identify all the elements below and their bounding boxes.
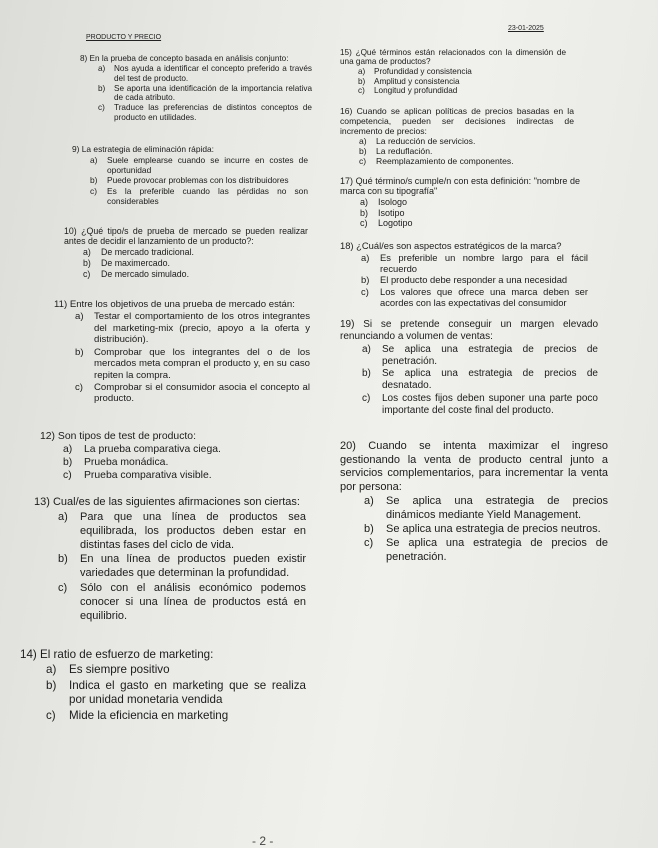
- option-text: Profundidad y consistencia: [374, 66, 472, 76]
- option-text: Es la preferible cuando las pérdidas no son considerables: [107, 185, 308, 206]
- option-letter: b): [362, 368, 371, 380]
- option-letter: b): [63, 457, 73, 469]
- option-text: Longitud y profundidad: [374, 86, 458, 96]
- answer-option: [80, 84, 312, 103]
- answer-option: [340, 208, 580, 218]
- option-letter: b): [360, 207, 369, 218]
- answer-option: [340, 537, 608, 564]
- answer-option: [40, 457, 306, 470]
- answer-option: [72, 175, 308, 185]
- answer-option: [64, 269, 308, 279]
- header-subject: PRODUCTO Y PRECIO: [86, 34, 162, 41]
- option-letter: c): [90, 185, 97, 196]
- question: [340, 107, 574, 167]
- option-letter: c): [98, 103, 105, 113]
- question: [34, 495, 306, 623]
- option-letter: b): [83, 258, 91, 269]
- question-text: 14) El ratio de esfuerzo de marketing:: [20, 648, 214, 661]
- answer-option: [34, 510, 306, 552]
- option-text: Se aporta una identificación de la importancia relativa de cada atributo.: [114, 83, 312, 103]
- option-letter: b): [90, 175, 98, 185]
- question: [340, 440, 608, 564]
- option-text: Se aplica una estrategia de precios neutros.: [386, 522, 601, 535]
- option-letter: b): [46, 678, 57, 692]
- question: [340, 319, 598, 417]
- option-letter: a): [364, 495, 374, 508]
- answer-option: [72, 186, 308, 206]
- answer-option: [340, 368, 598, 392]
- option-text: De mercado tradicional.: [101, 247, 194, 258]
- option-text: Puede provocar problemas con los distribuidores: [107, 175, 289, 185]
- option-text: Se aplica una estrategia de precios de penetración.: [386, 537, 608, 563]
- option-letter: b): [359, 146, 367, 157]
- answer-option: [340, 495, 608, 522]
- option-text: La prueba comparativa ciega.: [84, 444, 221, 456]
- option-letter: c): [358, 86, 365, 96]
- answer-option: [340, 218, 580, 228]
- question: [72, 144, 308, 206]
- answer-option: [54, 382, 310, 405]
- header-date: 23-01-2025: [508, 25, 544, 32]
- question-text: 9) La estrategia de eliminación rápida:: [72, 144, 214, 154]
- question: [54, 299, 310, 405]
- option-text: Testar el comportamiento de los otros integrantes del marketing-mix (precio, apoyo a la oferta y distribución).: [94, 311, 310, 346]
- option-letter: a): [358, 66, 366, 76]
- option-letter: c): [83, 269, 91, 280]
- option-letter: c): [46, 708, 56, 722]
- question-text: 16) Cuando se aplican políticas de precios basadas en la competencia, pueden ser decisiones indirectas de incremento de precios:: [340, 106, 574, 136]
- question: [340, 176, 580, 229]
- answer-option: [54, 311, 310, 346]
- question: [64, 226, 308, 280]
- option-letter: a): [361, 251, 370, 263]
- option-letter: a): [362, 343, 371, 355]
- option-letter: a): [63, 444, 73, 456]
- option-letter: c): [361, 285, 369, 297]
- question-text: 17) Qué término/s cumple/n con esta definición: "nombre de marca con su tipografía": [340, 176, 580, 197]
- option-letter: b): [98, 83, 106, 93]
- option-text: Comprobar si el consumidor asocia el concepto al producto.: [94, 381, 310, 405]
- option-text: Es preferible un nombre largo para el fácil recuerdo: [380, 251, 588, 274]
- option-text: Suele emplearse cuando se incurre en costes de oportunidad: [107, 154, 308, 175]
- question-text: 8) En la prueba de concepto basada en análisis conjunto:: [80, 54, 289, 63]
- option-text: Prueba comparativa visible.: [84, 470, 212, 482]
- option-text: Isologo: [378, 196, 408, 207]
- answer-option: [64, 247, 308, 257]
- option-letter: b): [364, 522, 374, 535]
- option-letter: b): [361, 274, 370, 286]
- option-text: Traduce las preferencias de distintos conceptos de producto en utilidades.: [114, 103, 312, 122]
- option-letter: a): [360, 196, 369, 207]
- question: [340, 48, 566, 95]
- option-text: Logotipo: [378, 218, 413, 229]
- question-text: 10) ¿Qué tipo/s de prueba de mercado se pueden realizar antes de decidir el lanzamiento de un producto?:: [64, 226, 308, 247]
- option-letter: c): [359, 156, 367, 167]
- option-text: Es siempre positivo: [69, 663, 170, 677]
- option-text: Mide la eficiencia en marketing: [69, 708, 229, 722]
- option-text: Para que una línea de productos sea equilibrada, los productos deben estar en distintas fases del ciclo de vida.: [80, 510, 306, 551]
- option-text: De maximercado.: [101, 258, 170, 269]
- answer-option: [340, 67, 566, 76]
- question: [340, 240, 588, 308]
- option-letter: a): [359, 135, 367, 146]
- option-text: Se aplica una estrategia de precios dinámicos mediante Yield Management.: [386, 495, 608, 521]
- answer-option: [34, 552, 306, 580]
- question-text: 19) Si se pretende conseguir un margen elevado renunciando a volumen de ventas:: [340, 319, 598, 342]
- option-text: Nos ayuda a identificar el concepto preferido a través del test de producto.: [114, 64, 312, 83]
- option-text: Los costes fijos deben suponer una parte poco importante del coste final del producto.: [382, 392, 598, 416]
- page-number: - 2 -: [252, 834, 274, 848]
- answer-option: [54, 347, 310, 382]
- option-text: Isotipo: [378, 207, 405, 218]
- answer-option: [20, 709, 306, 724]
- option-letter: a): [58, 510, 68, 523]
- answer-option: [40, 444, 306, 457]
- option-text: Amplitud y consistencia: [374, 76, 460, 86]
- question-text: 18) ¿Cuál/es son aspectos estratégicos de la marca?: [340, 240, 562, 251]
- option-letter: c): [362, 392, 371, 404]
- answer-option: [340, 286, 588, 308]
- question-text: 11) Entre los objetivos de una prueba de mercado están:: [54, 299, 295, 310]
- option-text: Prueba monádica.: [84, 457, 169, 469]
- answer-option: [20, 663, 306, 678]
- option-text: Se aplica una estrategia de precios de desnatado.: [382, 368, 598, 392]
- question-text: 13) Cual/es de las siguientes afirmaciones son ciertas:: [34, 496, 300, 508]
- answer-option: [340, 157, 574, 167]
- answer-option: [340, 77, 566, 86]
- answer-option: [20, 679, 306, 708]
- answer-option: [340, 86, 566, 95]
- option-letter: b): [75, 346, 84, 358]
- option-letter: a): [98, 64, 106, 74]
- option-letter: c): [75, 381, 83, 393]
- option-letter: b): [358, 76, 366, 86]
- question-text: 15) ¿Qué términos están relacionados con la dimensión de una gama de productos?: [340, 48, 566, 67]
- question: [80, 54, 312, 123]
- option-text: Comprobar que los integrantes del o de los mercados meta compran el producto y, en su caso repiten la compra.: [94, 346, 310, 381]
- option-text: Los valores que ofrece una marca deben ser acordes con las expectativas del consumidor: [380, 285, 588, 308]
- question-text: 20) Cuando se intenta maximizar el ingreso gestionando la venta de producto central junto a servicios complementarios, para incrementar la venta por persona:: [340, 440, 608, 493]
- answer-option: [340, 523, 608, 537]
- answer-option: [80, 103, 312, 122]
- option-letter: b): [58, 553, 68, 566]
- option-text: La reducción de servicios.: [376, 135, 476, 146]
- option-letter: c): [360, 218, 368, 229]
- answer-option: [72, 155, 308, 175]
- option-text: En una línea de productos pueden existir variedades que determinan la profundidad.: [80, 553, 306, 580]
- option-text: Sólo con el análisis económico podemos conocer si una línea de productos está en equilibrio.: [80, 582, 306, 623]
- answer-option: [340, 197, 580, 207]
- option-letter: c): [364, 537, 374, 550]
- option-text: El producto debe responder a una necesidad: [380, 274, 568, 286]
- option-letter: a): [90, 154, 98, 165]
- option-text: La reduflación.: [376, 146, 433, 157]
- option-text: De mercado simulado.: [101, 269, 190, 280]
- option-letter: a): [75, 311, 84, 323]
- answer-option: [340, 344, 598, 368]
- option-text: Reemplazamiento de componentes.: [376, 156, 514, 167]
- option-text: Indica el gasto en marketing que se realiza por unidad monetaria vendida: [69, 678, 306, 707]
- answer-option: [34, 581, 306, 623]
- option-text: Se aplica una estrategia de precios de penetración.: [382, 343, 598, 367]
- answer-option: [340, 393, 598, 417]
- answer-option: [64, 258, 308, 268]
- option-letter: c): [58, 582, 68, 595]
- answer-option: [40, 470, 306, 483]
- option-letter: a): [46, 663, 57, 677]
- answer-option: [80, 64, 312, 83]
- answer-option: [340, 252, 588, 274]
- answer-option: [340, 274, 588, 285]
- question: [20, 648, 306, 723]
- option-letter: c): [63, 470, 72, 482]
- option-letter: a): [83, 247, 91, 258]
- question-text: 12) Son tipos de test de producto:: [40, 431, 196, 442]
- question: [40, 431, 306, 483]
